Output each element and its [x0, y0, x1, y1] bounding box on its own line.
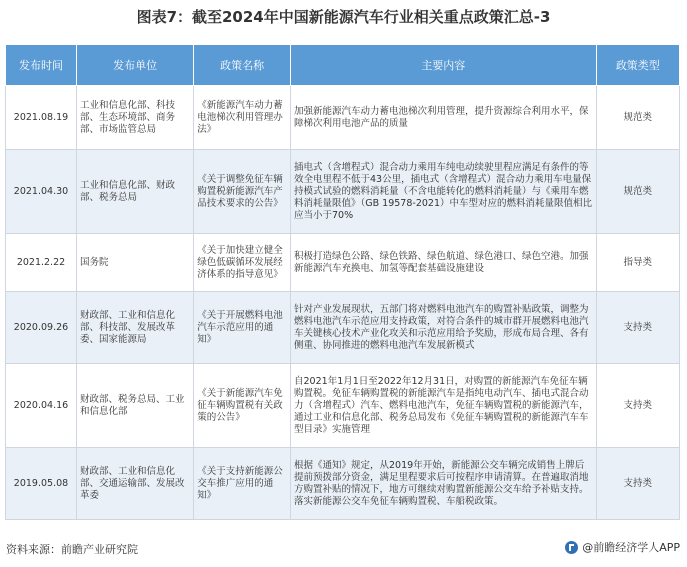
cell-policy: 《关于新能源汽车免征车辆购置税有关政策的公告》 [194, 364, 291, 448]
cell-policy: 《关于支持新能源公交车推广应用的通知》 [194, 448, 291, 520]
header-date: 发布时间 [6, 45, 77, 86]
cell-issuer: 工业和信息化部、财政部、税务总局 [77, 150, 194, 234]
cell-issuer: 工业和信息化部、科技部、生态环境部、商务部、市场监管总局 [77, 86, 194, 150]
header-policy: 政策名称 [194, 45, 291, 86]
cell-issuer: 国务院 [77, 234, 194, 292]
cell-type: 支持类 [596, 448, 679, 520]
cell-issuer: 财政部、工业和信息化部、科技部、发展改革委、国家能源局 [77, 292, 194, 364]
cell-content: 根据《通知》规定，从2019年开始，新能源公交车辆完成销售上牌后提前预拨部分资金，满足里程要求后可按程序申请清算。在普遍取消地方购置补贴的情况下，地方可继续对购置新能源公交车给予补贴支持。落实新能源公交车免征车辆购置税、车船税政策。 [291, 448, 597, 520]
cell-content: 积极打造绿色公路、绿色铁路、绿色航道、绿色港口、绿色空港。加强新能源汽车充换电、加氢等配套基础设施建设 [291, 234, 597, 292]
cell-policy: 《关于加快建立健全绿色低碳循环发展经济体系的指导意见》 [194, 234, 291, 292]
cell-date: 2020.04.16 [6, 364, 77, 448]
cell-date: 2021.08.19 [6, 86, 77, 150]
cell-type: 规范类 [596, 150, 679, 234]
table-row [6, 448, 680, 520]
cell-issuer: 财政部、工业和信息化部、交通运输部、发展改革委 [77, 448, 194, 520]
header-content: 主要内容 [291, 45, 597, 86]
cell-issuer: 财政部、税务总局、工业和信息化部 [77, 364, 194, 448]
page-title: 图表7：截至2024年中国新能源汽车行业相关重点政策汇总-3 [136, 8, 551, 26]
cell-date: 2020.09.26 [6, 292, 77, 364]
table-header-row [6, 45, 680, 86]
cell-content: 自2021年1月1日至2022年12月31日，对购置的新能源汽车免征车辆购置税。免征车辆购置税的新能源汽车是指纯电动汽车、插电式混合动力（含增程式）汽车、燃料电池汽车，免征车辆购置税的新能源汽车，通过工业和信息化部、税务总局发布《免征车辆购置税的新能源汽车车型目录》实施管理 [291, 364, 597, 448]
cell-content: 针对产业发展现状，五部门将对燃料电池汽车的购置补贴政策，调整为燃料电池汽车示范应用支持政策，对符合条件的城市群开展燃料电池汽车关键核心技术产业化攻关和示范应用给予奖励，形成布局合理、各有侧重、协同推进的燃料电池汽车发展新模式 [291, 292, 597, 364]
cell-content: 加强新能源汽车动力蓄电池梯次利用管理，提升资源综合利用水平，保障梯次利用电池产品的质量 [291, 86, 597, 150]
cell-type: 支持类 [596, 364, 679, 448]
table-row [6, 364, 680, 448]
qianzhan-logo-icon [565, 541, 578, 554]
cell-type: 规范类 [596, 86, 679, 150]
header-issuer: 发布单位 [77, 45, 194, 86]
source-note: 资料来源：前瞻产业研究院 [6, 543, 138, 556]
header-type: 政策类型 [596, 45, 679, 86]
cell-date: 2021.2.22 [6, 234, 77, 292]
cell-policy: 《关于调整免征车辆购置税新能源汽车产品技术要求的公告》 [194, 150, 291, 234]
cell-date: 2019.05.08 [6, 448, 77, 520]
policy-table [5, 44, 680, 520]
cell-date: 2021.04.30 [6, 150, 77, 234]
cell-type: 指导类 [596, 234, 679, 292]
table-row [6, 86, 680, 150]
cell-type: 支持类 [596, 292, 679, 364]
table-row [6, 234, 680, 292]
table-row [6, 292, 680, 364]
cell-policy: 《关于开展燃料电池汽车示范应用的通知》 [194, 292, 291, 364]
table-row [6, 150, 680, 234]
cell-policy: 《新能源汽车动力蓄电池梯次利用管理办法》 [194, 86, 291, 150]
brand-label: @前瞻经济学人APP [582, 541, 680, 554]
cell-content: 插电式（含增程式）混合动力乘用车纯电动续驶里程应满足有条件的等效全电里程不低于43公里，插电式（含增程式）混合动力乘用车电量保持模式试验的燃料消耗量（不含电能转化的燃料消耗量）与《乘用车燃料消耗量限值》（GB 19578-2021）中车型对应的燃料消耗量限值相比应当小于70% [291, 150, 597, 234]
brand-credit [565, 539, 680, 555]
